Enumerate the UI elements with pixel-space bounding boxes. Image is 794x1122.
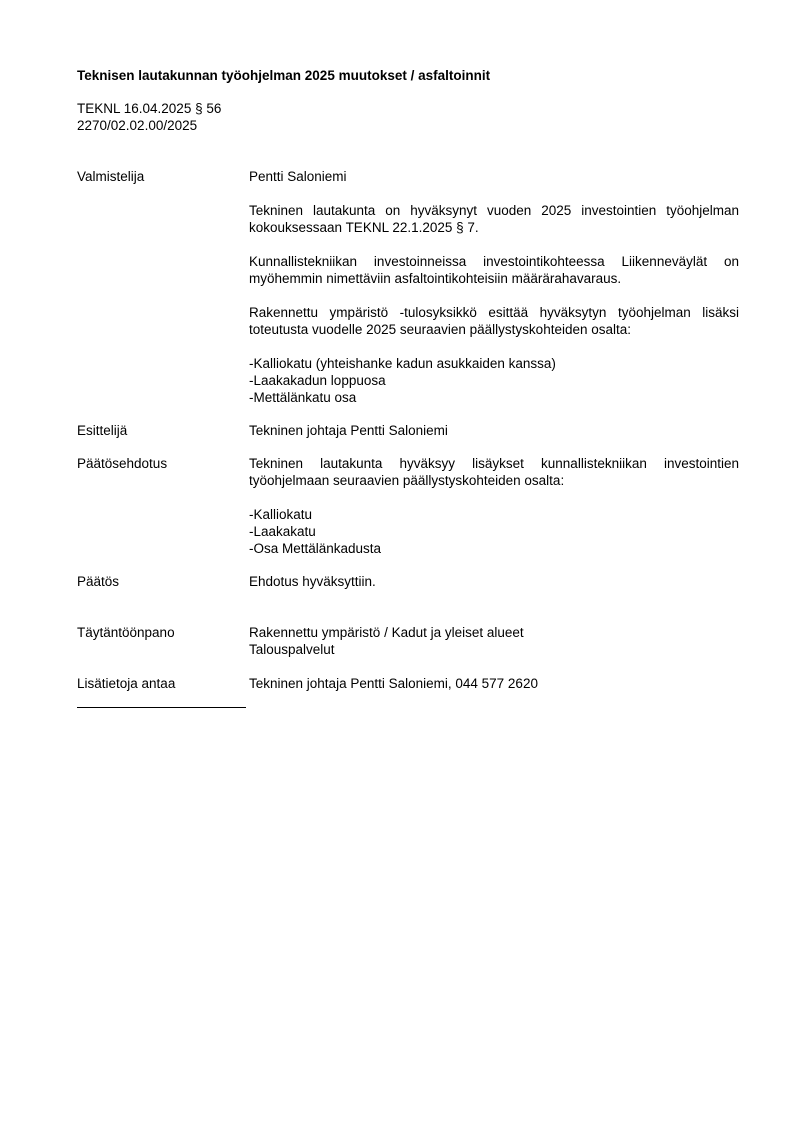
label-taytantoonpano: Täytäntöönpano <box>77 625 175 640</box>
content-paatosehdotus <box>249 455 739 557</box>
content-valmistelija <box>249 168 739 406</box>
document-title: Teknisen lautakunnan työohjelman 2025 muutokset / asfaltoinnit <box>77 68 491 83</box>
decision-value: Ehdotus hyväksyttiin. <box>249 574 376 589</box>
decision-list <box>249 506 739 557</box>
list-item: -Kalliokatu (yhteishanke kadun asukkaiden kanssa) <box>249 356 556 371</box>
meeting-reference: TEKNL 16.04.2025 § 56 <box>77 101 222 116</box>
label-valmistelija: Valmistelija <box>77 169 145 184</box>
implementation-line: Rakennettu ympäristö / Kadut ja yleiset alueet <box>249 625 524 640</box>
list-item: -Laakakadun loppuosa <box>249 373 386 388</box>
label-paatos: Päätös <box>77 574 120 589</box>
content-taytantoonpano <box>249 624 739 658</box>
case-number: 2270/02.02.00/2025 <box>77 118 198 133</box>
list-item: -Osa Mettälänkadusta <box>249 541 382 556</box>
label-lisatietoja: Lisätietoja antaa <box>77 676 176 691</box>
paragraph-proposal: Rakennettu ympäristö -tulosyksikkö esittää hyväksytyn työohjelman lisäksi toteutusta vuodelle 2025 seuraavien päällystyskohteiden osalta: <box>249 305 739 337</box>
paragraph-decision-proposal: Tekninen lautakunta hyväksyy lisäykset kunnallistekniikan investointien työohjelmaan seuraavien päällystyskohteiden osalta: <box>249 456 739 488</box>
paving-list <box>249 355 739 406</box>
list-item: -Laakakatu <box>249 524 316 539</box>
separator-line <box>77 707 246 708</box>
paragraph-work-program: Tekninen lautakunta on hyväksynyt vuoden 2025 investointien työohjelman kokouksessaan TEKNL 22.1.2025 § 7. <box>249 203 739 235</box>
label-paatosehdotus: Päätösehdotus <box>77 456 168 471</box>
presenter-value: Tekninen johtaja Pentti Saloniemi <box>249 423 448 438</box>
reference-block <box>77 100 221 134</box>
list-item: -Kalliokatu <box>249 507 313 522</box>
contact-value: Tekninen johtaja Pentti Saloniemi, 044 577 2620 <box>249 676 538 691</box>
label-esittelija: Esittelijä <box>77 423 128 438</box>
preparer-name: Pentti Saloniemi <box>249 169 347 184</box>
paragraph-investments: Kunnallistekniikan investoinneissa investointikohteessa Liikenneväylät on myöhemmin nimettäviin asfaltointikohteisiin määrärahavaraus. <box>249 254 739 286</box>
implementation-line: Talouspalvelut <box>249 642 335 657</box>
list-item: -Mettälänkatu osa <box>249 390 357 405</box>
